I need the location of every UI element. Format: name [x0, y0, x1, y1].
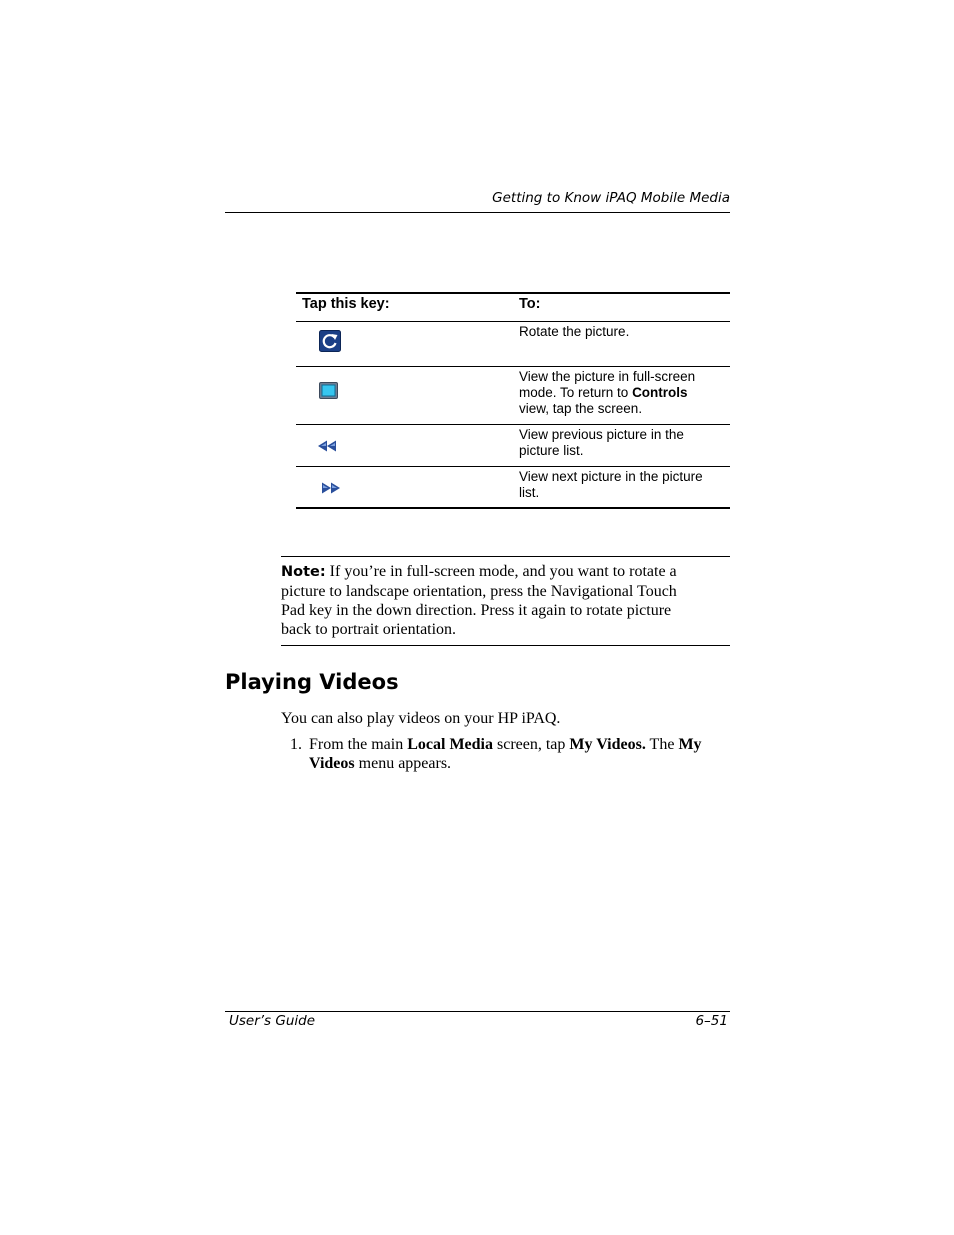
table-row: [320, 481, 340, 499]
table-top-rule: [296, 292, 730, 294]
row-rotate-text: Rotate the picture.: [519, 324, 630, 339]
rotate-icon: [319, 330, 341, 352]
note-bottom-rule: [281, 645, 730, 646]
row-divider: [296, 366, 730, 367]
table-header-rule: [296, 321, 730, 322]
fullscreen-icon: [319, 382, 338, 399]
row-previous-text: View previous picture in the picture list.: [519, 427, 684, 458]
row-divider: [296, 466, 730, 467]
step-1-text: From the main Local Media screen, tap My Videos. The My Videos menu appears.: [309, 736, 702, 772]
table-row: [319, 382, 338, 404]
footer-title: User’s Guide: [229, 1013, 316, 1029]
page-number: 6–51: [695, 1013, 728, 1029]
table-header-key: Tap this key:: [302, 296, 390, 312]
previous-icon: [318, 440, 338, 452]
header-rule: [225, 212, 730, 213]
table-header-action: To:: [519, 296, 541, 312]
next-icon: [320, 482, 340, 494]
row-next-text: View next picture in the picture list.: [519, 469, 703, 500]
table-bottom-rule: [296, 507, 730, 509]
table-row: [319, 330, 341, 357]
section-heading: Playing Videos: [225, 670, 399, 694]
section-intro: You can also play videos on your HP iPAQ.: [281, 710, 561, 727]
table-row: [318, 439, 338, 457]
row-divider: [296, 424, 730, 425]
note-block: Note: If you’re in full-screen mode, and you want to rotate a picture to landscape orientation, press the Navigational Touch Pad key in the down direction. Press it again to rotate picture back to portrait orientation.: [281, 563, 677, 638]
note-top-rule: [281, 556, 730, 557]
running-header: Getting to Know iPAQ Mobile Media: [492, 190, 730, 206]
step-number: 1.: [290, 736, 302, 753]
row-fullscreen-text: View the picture in full-screen mode. To return to Controls view, tap the screen.: [519, 369, 696, 416]
note-label: Note:: [281, 564, 326, 580]
footer-rule: [225, 1011, 730, 1012]
